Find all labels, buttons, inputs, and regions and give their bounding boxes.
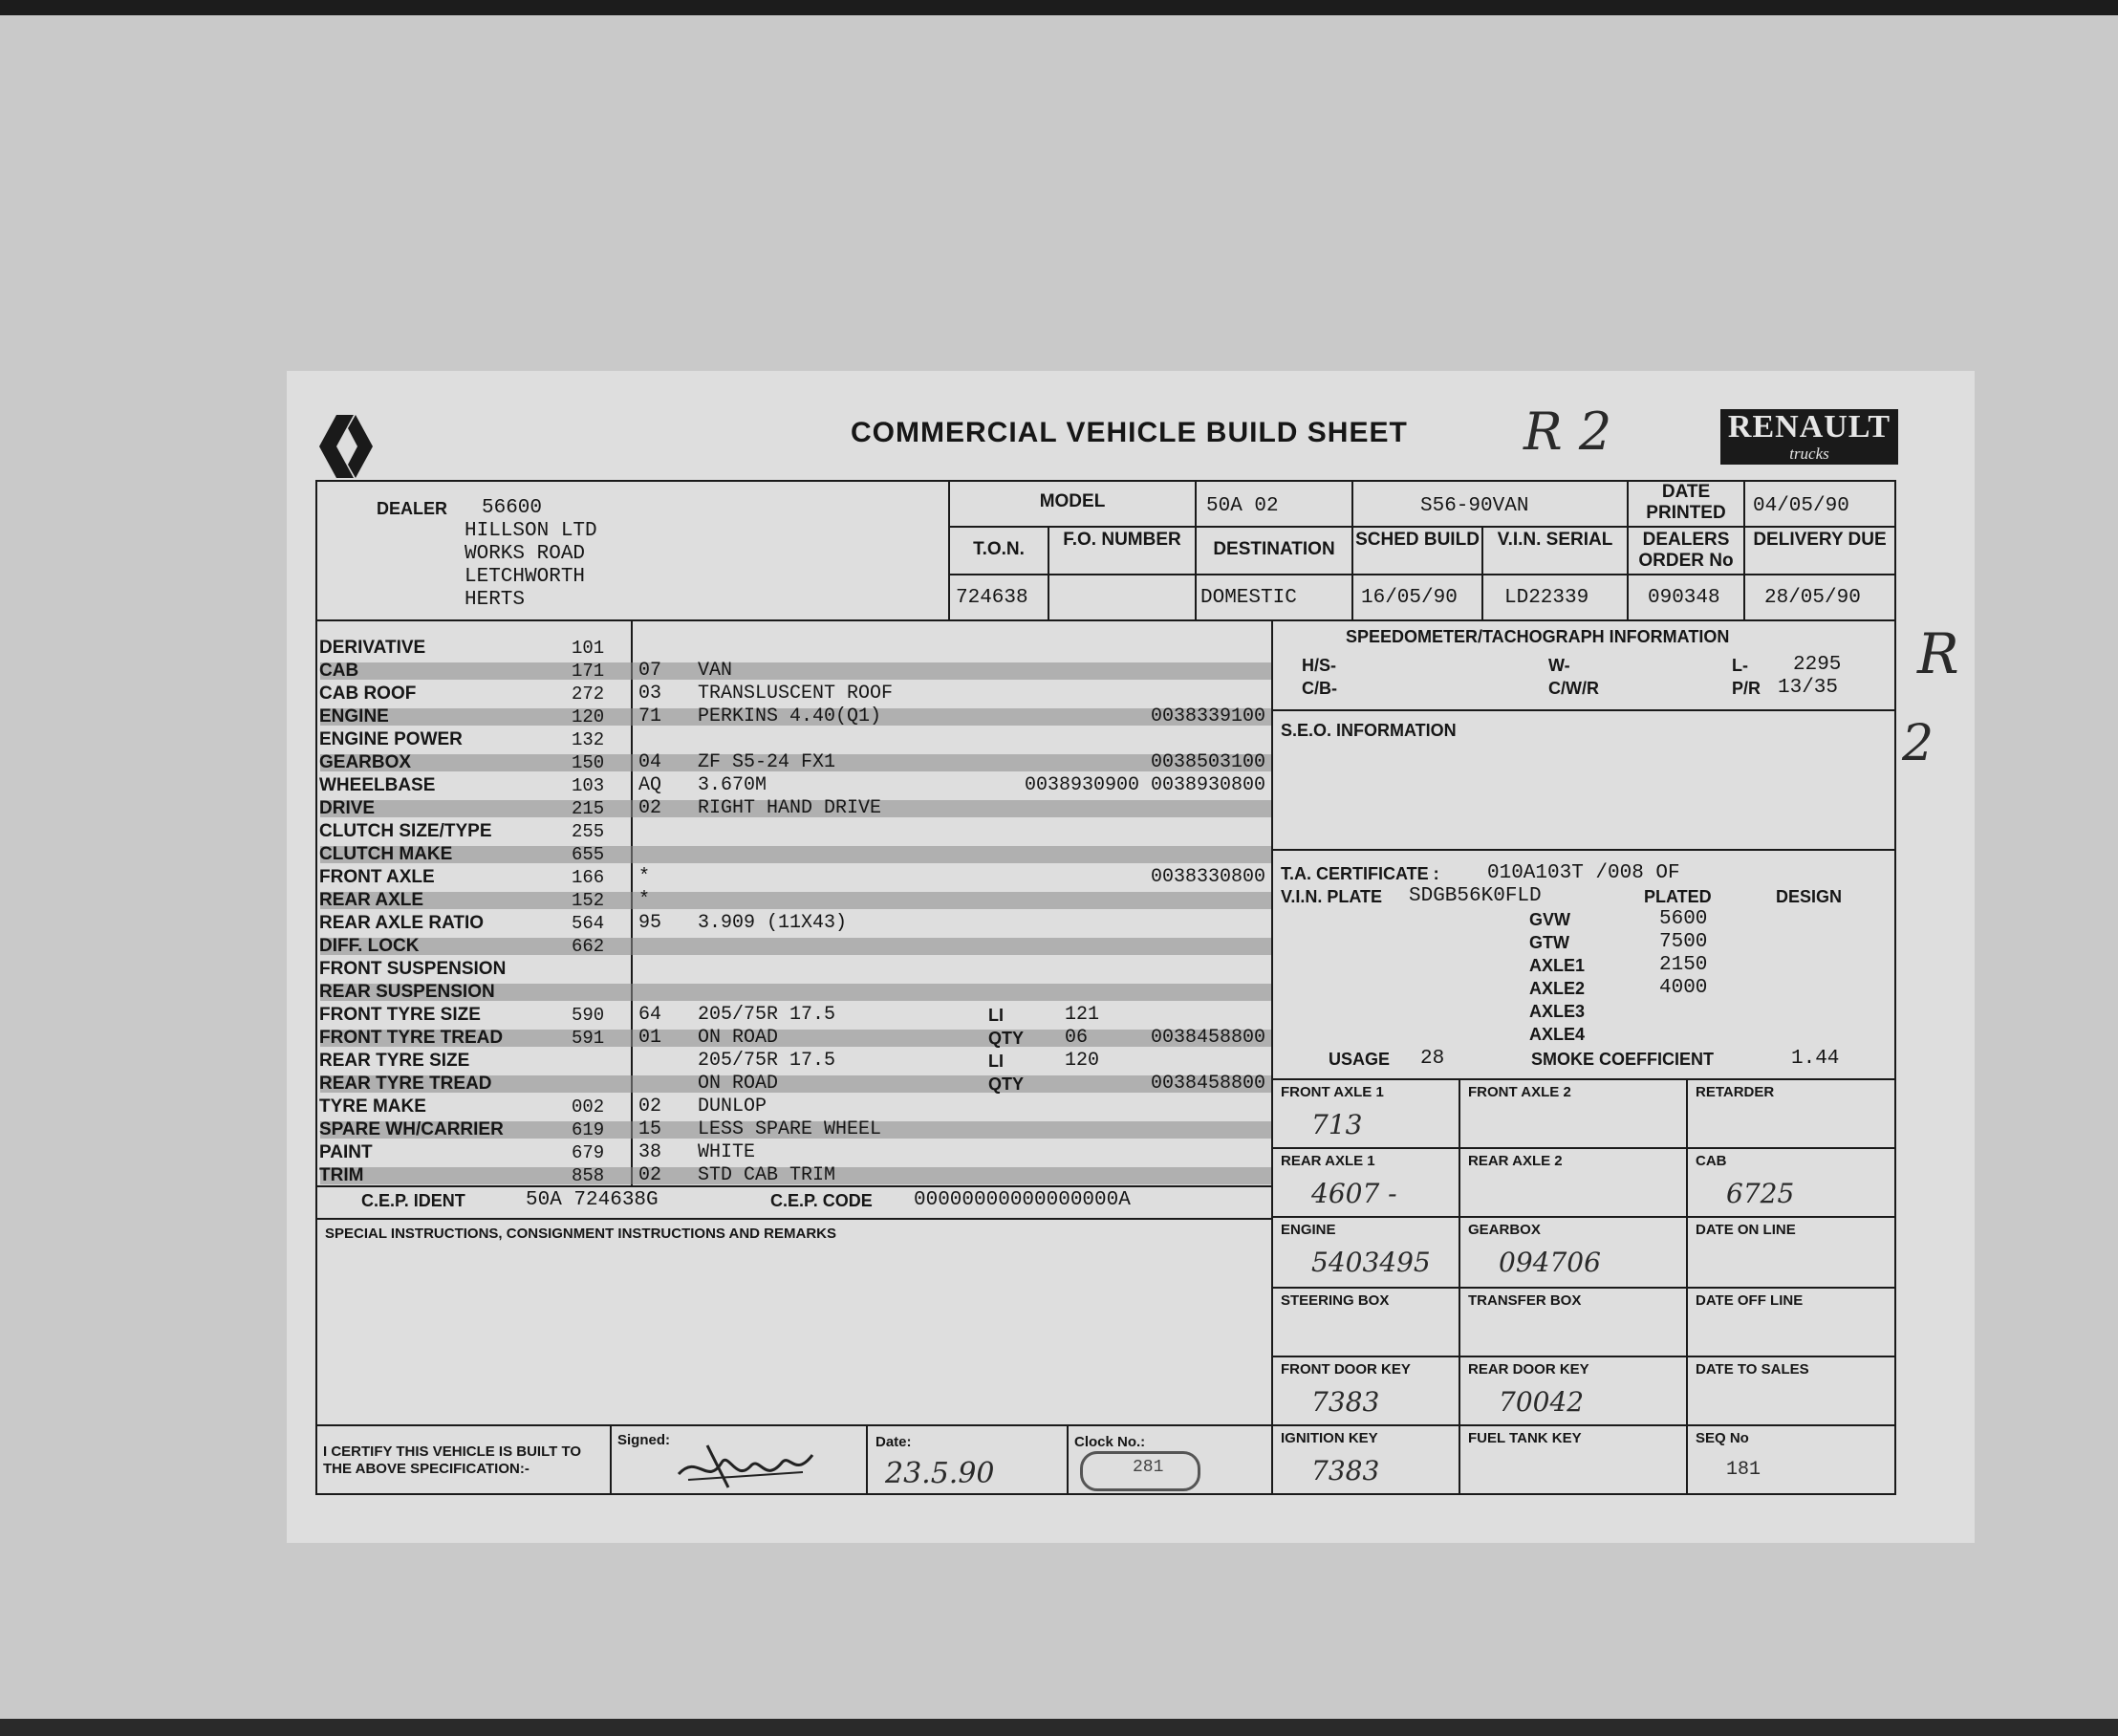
grid-cell-label: SEQ No	[1696, 1430, 1749, 1446]
spec-row	[319, 981, 1265, 1004]
weight-name: AXLE2	[1529, 979, 1586, 998]
usage-label: USAGE	[1329, 1050, 1391, 1069]
spec-code: 655	[572, 844, 605, 865]
spec-description: STD CAB TRIM	[698, 1164, 836, 1186]
grid-cell-label: DATE TO SALES	[1696, 1361, 1809, 1378]
signed-label: Signed:	[617, 1432, 670, 1448]
spec-description: ON ROAD	[698, 1073, 779, 1095]
date-label: Date:	[875, 1434, 912, 1450]
grid-cell-label: STEERING BOX	[1281, 1292, 1390, 1309]
spec-option: 01	[638, 1027, 662, 1049]
spec-qualifier: QTY	[988, 1074, 1025, 1094]
spec-name: REAR TYRE TREAD	[319, 1074, 492, 1094]
speedo-title: SPEEDOMETER/TACHOGRAPH INFORMATION	[1346, 627, 1730, 646]
spec-row	[319, 1096, 1265, 1118]
clock-no-label: Clock No.:	[1074, 1434, 1146, 1450]
dealers-order-value: 090348	[1648, 587, 1720, 609]
spec-name: REAR TYRE SIZE	[319, 1051, 470, 1071]
spec-qualifier: LI	[988, 1052, 1004, 1071]
grid-cell	[1688, 1218, 1894, 1285]
grid-cell	[1273, 1080, 1459, 1147]
plated-label: PLATED	[1644, 887, 1712, 906]
brand-sub: trucks	[1789, 445, 1829, 463]
model-code: 50A 02	[1206, 495, 1279, 517]
spec-code: 619	[572, 1119, 605, 1140]
spec-code: 662	[572, 936, 605, 957]
grid-cell-label: IGNITION KEY	[1281, 1430, 1378, 1446]
spec-code: 858	[572, 1165, 605, 1186]
margin-note-2: 2	[1902, 715, 1934, 772]
divider	[866, 1424, 868, 1495]
spec-name: FRONT SUSPENSION	[319, 959, 507, 979]
spec-name: CLUTCH SIZE/TYPE	[319, 821, 492, 841]
grid-cell	[1460, 1149, 1686, 1216]
spec-row	[319, 820, 1265, 843]
spec-description: PERKINS 4.40(Q1)	[698, 705, 882, 727]
dealer-address	[465, 520, 597, 612]
model-label: MODEL	[1039, 491, 1106, 511]
spec-description: TRANSLUSCENT ROOF	[698, 683, 894, 705]
design-label: DESIGN	[1776, 887, 1843, 906]
spec-code: 591	[572, 1028, 605, 1049]
spec-name: DIFF. LOCK	[319, 936, 420, 956]
spec-code: 255	[572, 821, 605, 842]
brand-logo	[1720, 409, 1898, 465]
cb-label: C/B-	[1302, 679, 1337, 698]
grid-cell-label: FRONT AXLE 2	[1468, 1084, 1571, 1100]
spec-row	[319, 797, 1265, 820]
signature	[669, 1434, 832, 1493]
spec-qualifier: QTY	[988, 1029, 1025, 1048]
grid-cell	[1460, 1218, 1686, 1285]
spec-part-number: 0038330800	[1150, 866, 1265, 888]
spec-description: ON ROAD	[698, 1027, 779, 1049]
spec-row	[319, 935, 1265, 958]
spec-code: 002	[572, 1096, 605, 1118]
spec-name: DRIVE	[319, 798, 376, 818]
page-title: COMMERCIAL VEHICLE BUILD SHEET	[851, 417, 1408, 448]
grid-cell-value: 6725	[1726, 1178, 1795, 1209]
spec-option: 15	[638, 1118, 662, 1140]
address-line: WORKS ROAD	[465, 543, 586, 565]
dealers-order-label: DEALERS ORDER No	[1638, 530, 1734, 571]
spec-part-number: 0038339100	[1150, 705, 1265, 727]
spec-option: 71	[638, 705, 662, 727]
grid-cell-label: DATE ON LINE	[1696, 1222, 1796, 1238]
spec-description: 3.909 (11X43)	[698, 912, 848, 934]
ta-cert-label: T.A. CERTIFICATE :	[1281, 864, 1439, 883]
weight-name: GVW	[1529, 910, 1570, 929]
divider	[948, 574, 1896, 575]
dealer-label: DEALER	[377, 499, 448, 518]
spec-name: GEARBOX	[319, 752, 412, 772]
spec-row	[319, 1050, 1265, 1073]
spec-name: CLUTCH MAKE	[319, 844, 453, 864]
grid-cell-label: RETARDER	[1696, 1084, 1775, 1100]
scan-border-bottom	[0, 1719, 2118, 1736]
spec-code: 166	[572, 867, 605, 888]
spec-option: 02	[638, 797, 662, 819]
seo-label: S.E.O. INFORMATION	[1281, 721, 1457, 740]
grid-cell	[1460, 1289, 1686, 1356]
smoke-label: SMOKE COEFFICIENT	[1531, 1050, 1715, 1069]
divider	[315, 619, 1896, 621]
l-label: L-	[1732, 656, 1748, 675]
spec-option: *	[638, 866, 651, 888]
spec-part-number: 0038458800	[1150, 1073, 1265, 1095]
spec-name: CAB	[319, 661, 359, 681]
date-handwritten: 23.5.90	[885, 1457, 995, 1490]
cep-ident: 50A 724638G	[526, 1189, 659, 1211]
spec-code: 120	[572, 706, 605, 727]
divider	[1271, 849, 1896, 851]
spec-row	[319, 705, 1265, 728]
weight-name: AXLE3	[1529, 1002, 1586, 1021]
spec-option: 02	[638, 1164, 662, 1186]
smoke-value: 1.44	[1791, 1048, 1840, 1070]
spec-row	[319, 1164, 1265, 1187]
destination-label: DESTINATION	[1213, 539, 1335, 559]
vin-plate-label: V.I.N. PLATE	[1281, 887, 1383, 906]
spec-name: PAINT	[319, 1142, 373, 1162]
spec-description: VAN	[698, 660, 733, 682]
spec-qualifier-value: 120	[1065, 1050, 1100, 1072]
grid-cell-value: 7383	[1311, 1455, 1380, 1486]
renault-diamond-icon	[315, 411, 377, 482]
cep-code-label: C.E.P. CODE	[770, 1191, 873, 1210]
spec-row	[319, 843, 1265, 866]
vin-serial-value: LD22339	[1504, 587, 1589, 609]
grid-cell-value: 713	[1311, 1109, 1363, 1140]
grid-cell-label: FRONT AXLE 1	[1281, 1084, 1384, 1100]
cep-ident-label: C.E.P. IDENT	[361, 1191, 465, 1210]
spec-code: 590	[572, 1005, 605, 1026]
grid-cell	[1688, 1149, 1894, 1216]
grid-cell	[1460, 1426, 1686, 1493]
divider	[1271, 709, 1896, 711]
destination-value: DOMESTIC	[1200, 587, 1297, 609]
spec-name: REAR AXLE RATIO	[319, 913, 485, 933]
special-instructions-label: SPECIAL INSTRUCTIONS, CONSIGNMENT INSTRUCTIONS AND REMARKS	[325, 1226, 837, 1242]
grid-cell	[1688, 1357, 1894, 1424]
spec-name: TRIM	[319, 1165, 364, 1185]
grid-cell-value: 181	[1726, 1459, 1761, 1481]
spec-option: 07	[638, 660, 662, 682]
brand-name: RENAULT	[1727, 409, 1891, 445]
spec-name: FRONT TYRE TREAD	[319, 1028, 504, 1048]
grid-cell-value: 094706	[1499, 1247, 1601, 1278]
divider	[610, 1424, 612, 1495]
spec-row	[319, 751, 1265, 774]
spec-row	[319, 1118, 1265, 1141]
spec-code: 171	[572, 661, 605, 682]
spec-row	[319, 660, 1265, 683]
grid-cell	[1273, 1149, 1459, 1216]
grid-cell-label: FUEL TANK KEY	[1468, 1430, 1582, 1446]
grid-cell-label: FRONT DOOR KEY	[1281, 1361, 1411, 1378]
spec-name: CAB ROOF	[319, 684, 417, 704]
spec-option: *	[638, 889, 651, 911]
spec-code: 679	[572, 1142, 605, 1163]
spec-code: 132	[572, 729, 605, 750]
weight-plated-value: 2150	[1659, 954, 1708, 976]
scan-border-top	[0, 0, 2118, 15]
spec-name: FRONT TYRE SIZE	[319, 1005, 481, 1025]
grid-cell	[1273, 1289, 1459, 1356]
weight-name: GTW	[1529, 933, 1569, 952]
spec-row	[319, 728, 1265, 751]
spec-description: RIGHT HAND DRIVE	[698, 797, 882, 819]
spec-name: REAR AXLE	[319, 890, 424, 910]
divider	[315, 1218, 1271, 1220]
spec-name: TYRE MAKE	[319, 1096, 426, 1117]
spec-option: 03	[638, 683, 662, 705]
spec-code: 272	[572, 684, 605, 705]
divider	[1067, 1424, 1069, 1495]
grid-cell-label: REAR AXLE 1	[1281, 1153, 1375, 1169]
spec-row	[319, 1073, 1265, 1096]
vin-serial-label: V.I.N. SERIAL	[1497, 530, 1613, 550]
vin-plate: SDGB56K0FLD	[1409, 885, 1542, 907]
spec-description: 3.670M	[698, 774, 767, 796]
spec-qualifier-value: 06	[1065, 1027, 1089, 1049]
spec-part-number: 0038503100	[1150, 751, 1265, 773]
date-printed-label: DATE PRINTED	[1646, 482, 1726, 523]
spec-qualifier: LI	[988, 1006, 1004, 1025]
grid-cell	[1273, 1218, 1459, 1285]
weight-plated-value: 4000	[1659, 977, 1708, 999]
l-value: 2295	[1793, 654, 1842, 676]
spec-description: LESS SPARE WHEEL	[698, 1118, 882, 1140]
clock-stamp	[1080, 1451, 1200, 1491]
delivery-due-value: 28/05/90	[1764, 587, 1861, 609]
spec-option: 04	[638, 751, 662, 773]
date-printed: 04/05/90	[1753, 495, 1849, 517]
grid-cell-label: DATE OFF LINE	[1696, 1292, 1804, 1309]
weight-name: AXLE1	[1529, 956, 1586, 975]
spec-part-number: 0038458800	[1150, 1027, 1265, 1049]
grid-cell-label: REAR DOOR KEY	[1468, 1361, 1589, 1378]
w-label: W-	[1548, 656, 1570, 675]
address-line: HILLSON LTD	[465, 520, 597, 542]
sched-build-label: SCHED BUILD	[1355, 530, 1480, 550]
ton-label: T.O.N.	[973, 539, 1025, 559]
hs-label: H/S-	[1302, 656, 1336, 675]
spec-row	[319, 1141, 1265, 1164]
spec-description: ZF S5-24 FX1	[698, 751, 836, 773]
spec-option: 38	[638, 1141, 662, 1163]
spec-code: 564	[572, 913, 605, 934]
model-name: S56-90VAN	[1420, 495, 1529, 517]
spec-name: DERIVATIVE	[319, 638, 426, 658]
spec-part-number: 0038930900 0038930800	[1024, 774, 1265, 796]
spec-option: 95	[638, 912, 662, 934]
cwr-label: C/W/R	[1548, 679, 1599, 698]
spec-option: 02	[638, 1096, 662, 1118]
spec-row	[319, 958, 1265, 981]
address-line: HERTS	[465, 589, 526, 611]
margin-note-r: R	[1917, 621, 1959, 686]
spec-name: FRONT AXLE	[319, 867, 435, 887]
grid-cell	[1460, 1080, 1686, 1147]
divider	[948, 526, 1896, 528]
grid-cell	[1460, 1357, 1686, 1424]
spec-name: ENGINE	[319, 706, 389, 727]
weight-name: AXLE4	[1529, 1025, 1586, 1044]
handwritten-note: R 2	[1524, 401, 1612, 462]
spec-code: 101	[572, 638, 605, 659]
sched-build-value: 16/05/90	[1361, 587, 1458, 609]
grid-cell-label: REAR AXLE 2	[1468, 1153, 1563, 1169]
dealer-code: 56600	[482, 497, 543, 519]
ton-value: 724638	[956, 587, 1028, 609]
spec-row	[319, 774, 1265, 797]
spec-row	[319, 1027, 1265, 1050]
spec-row	[319, 912, 1265, 935]
ta-cert: 010A103T /008 OF	[1487, 862, 1680, 884]
weight-plated-value: 7500	[1659, 931, 1708, 953]
grid-cell-label: GEARBOX	[1468, 1222, 1541, 1238]
spec-row	[319, 889, 1265, 912]
cep-code: 00000000000000000A	[914, 1189, 1131, 1211]
grid-cell	[1688, 1289, 1894, 1356]
grid-cell-label: TRANSFER BOX	[1468, 1292, 1582, 1309]
spec-qualifier-value: 121	[1065, 1004, 1100, 1026]
grid-cell-value: 4607 -	[1311, 1178, 1397, 1209]
spec-description: DUNLOP	[698, 1096, 767, 1118]
grid-cell	[1273, 1426, 1459, 1493]
spec-row	[319, 866, 1265, 889]
spec-description: 205/75R 17.5	[698, 1004, 836, 1026]
pr-label: P/R	[1732, 679, 1761, 698]
grid-cell-value: 7383	[1311, 1386, 1380, 1418]
fo-number-label: F.O. NUMBER	[1063, 530, 1181, 550]
address-line: LETCHWORTH	[465, 566, 586, 588]
grid-cell	[1273, 1357, 1459, 1424]
spec-name: ENGINE POWER	[319, 729, 463, 749]
spec-code: 215	[572, 798, 605, 819]
grid-cell-value: 5403495	[1311, 1247, 1431, 1278]
spec-row	[319, 1004, 1265, 1027]
grid-cell-value: 70042	[1499, 1386, 1585, 1418]
spec-name: WHEELBASE	[319, 775, 436, 795]
grid-cell-label: ENGINE	[1281, 1222, 1336, 1238]
clock-no: 281	[1133, 1458, 1164, 1477]
spec-name: SPARE WH/CARRIER	[319, 1119, 504, 1139]
spec-option: AQ	[638, 774, 662, 796]
spec-code: 150	[572, 752, 605, 773]
certify-text: I CERTIFY THIS VEHICLE IS BUILT TO THE ABOVE SPECIFICATION:-	[323, 1443, 582, 1477]
spec-code: 103	[572, 775, 605, 796]
spec-code: 152	[572, 890, 605, 911]
spec-row	[319, 637, 1265, 660]
weight-plated-value: 5600	[1659, 908, 1708, 930]
grid-cell-label: CAB	[1696, 1153, 1727, 1169]
grid-cell	[1688, 1080, 1894, 1147]
usage-value: 28	[1420, 1048, 1445, 1070]
spec-row	[319, 683, 1265, 705]
spec-name: REAR SUSPENSION	[319, 982, 495, 1002]
pr-value: 13/35	[1778, 677, 1839, 699]
spec-description: WHITE	[698, 1141, 756, 1163]
spec-description: 205/75R 17.5	[698, 1050, 836, 1072]
delivery-due-label: DELIVERY DUE	[1753, 530, 1887, 550]
grid-cell	[1688, 1426, 1894, 1493]
spec-option: 64	[638, 1004, 662, 1026]
